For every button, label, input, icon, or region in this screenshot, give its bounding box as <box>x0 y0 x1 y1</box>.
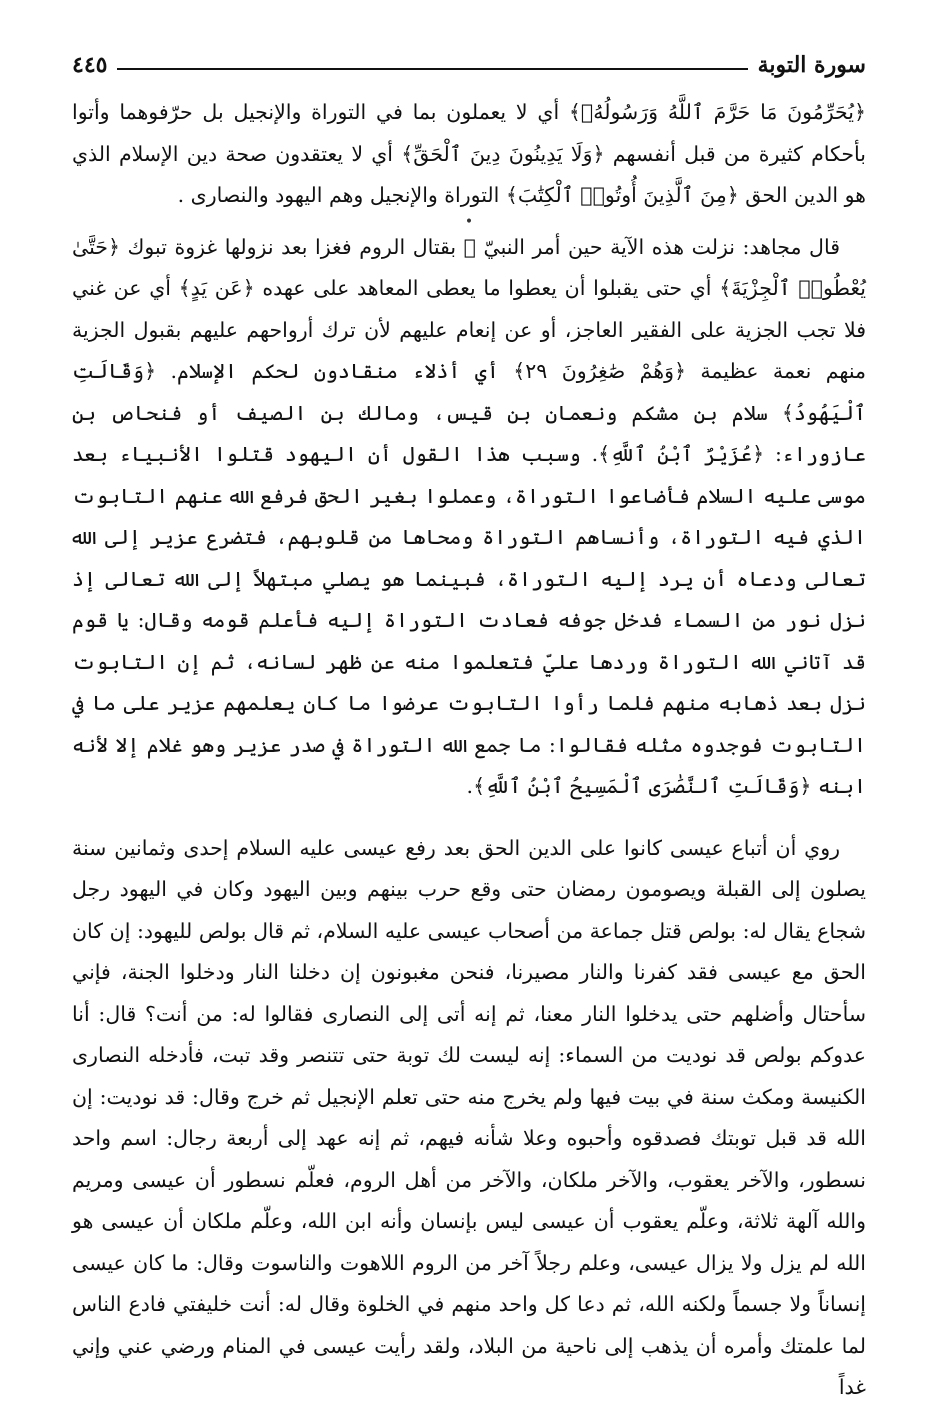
paragraph-mujahid <box>72 227 866 808</box>
paragraph-riwaya <box>72 828 866 1409</box>
paragraph-text: ﴿يُحَرِّمُونَ مَا حَرَّمَ ٱللَّهُ وَرَسُولُهُۥ﴾ أي لا يعملون بما في التوراة والإنجيل بل حرّفوهما وأتوا بأحكام كثيرة من قبل أنفسهم ﴿وَلَا يَدِينُونَ دِينَ ٱلْحَقِّ﴾ أي لا يعتقدون صحة دين الإسلام الذي هو الدين الحق ﴿مِنَ ٱلَّذِينَ أُوتُوا۟ ٱلْكِتَٰبَ﴾ التوراة والإنجيل وهم اليهود والنصارى . <box>72 100 866 207</box>
separator-dot: • <box>464 213 474 230</box>
surah-name: سورة التوبة <box>757 52 866 78</box>
header-rule <box>117 68 747 70</box>
paragraph-tafsir-intro <box>72 92 866 217</box>
paragraph-text: روي أن أتباع عيسى كانوا على الدين الحق بعد رفع عيسى عليه السلام إحدى وثمانين سنة يصلون إلى القبلة ويصومون رمضان حتى وقع حرب بينهم وبين اليهود وكان في اليهود رجل شجاع يقال له: بولص قتل جماعة من أصحاب عيسى عليه السلام، ثم قال بولص لليهود: إن كان الحق مع عيسى فقد كفرنا والنار مصيرنا، فنحن مغبونون إن دخلنا النار ودخلوا الجنة، فإني سأحتال وأضلهم حتى يدخلوا النار معنا، ثم إنه أتى إلى النصارى فقالوا له: من أنت؟ قال: أنا عدوكم بولص قد نوديت من السماء: إنه ليست لك توبة حتى تتنصر وقد تبت، فأدخله النصارى الكنيسة ومكث سنة في بيت فيها ولم يخرج منه حتى تعلم الإنجيل ثم خرج وقال: قد نوديت: إن الله قد قبل توبتك فصدقوه وأحبوه وعلا شأنه فيهم، ثم إنه عهد إلى أربعة رجال: اسم واحد نسطور، والآخر يعقوب، والآخر ملكان، والآخر من أهل الروم، فعلّم نسطور أن عيسى ومريم والله آلهة ثلاثة، وعلّم يعقوب أن عيسى ليس بإنسان وأنه ابن الله، وعلّم ملكان أن عيسى هو الله لم يزل ولا يزال عيسى، وعلم رجلاً آخر من الروم اللاهوت والناسوت وقال: ما كان عيسى إنساناً ولا جسماً ولكنه الله، ثم دعا كل واحد منهم في الخلوة وقال له: أنت خليفتي فادع الناس لما علمتك وأمره أن يذهب إلى ناحية من البلاد، ولقد رأيت عيسى في المنام ورضي عني وإني غداً <box>72 835 866 1399</box>
page-number: ٤٤٥ <box>72 52 108 78</box>
page-header <box>72 48 866 82</box>
paragraph-text: قال مجاهد: نزلت هذه الآية حين أمر النبيّ ﷺ بقتال الروم فغزا بعد نزولها غزوة تبوك ﴿حَتَّىٰ يُعْطُوا۟ ٱلْجِزْيَةَ﴾ أي حتى يقبلوا أن يعطوا ما يعطى المعاهد على عهده ﴿عَن يَدٍ﴾ أي عن غني فلا تجب الجزية على الفقير العاجز، أو عن إنعام عليهم لأن ترك أرواحهم عليهم بقبول الجزية منهم نعمة عظيمة ﴿وَهُمْ صَٰغِرُونَ ٢٩﴾ أي أذلاء منقادون لحكم الإسلام. ﴿وَقَالَتِ ٱلْيَهُودُ﴾ سلام بن مشكم ونعمان بن قيس، ومالك بن الصيف أو فنحاص بن عازوراء: ﴿عُزَيْرٌ ٱبْنُ ٱللَّهِ﴾. وسبب هذا القول أن اليهود قتلوا الأنبياء بعد موسى عليه السلام فأضاعوا التوراة، وعملوا بغير الحق فرفع الله عنهم التابوت الذي فيه التوراة، وأنساهم التوراة ومحاها من قلوبهم، فتضرع عزير إلى الله تعالى ودعاه أن يرد إليه التوراة، فبينما هو يصلي مبتهلاً إلى الله تعالى إذ نزل نور من السماء فدخل جوفه فعادت التوراة إليه فأعلم قومه وقال: يا قوم قد آتاني الله التوراة وردها عليّ فتعلموا منه عن ظهر لسانه، ثم إن التابوت نزل بعد ذهابه منهم فلما رأوا التابوت عرضوا ما كان يعلمهم عزير على ما في التابوت فوجدوه مثله فقالوا: ما جمع الله التوراة في صدر عزير وهو غلام إلا لأنه ابنه ﴿وَقَالَتِ ٱلنَّصَٰرَى ٱلْمَسِيحُ ٱبْنُ ٱللَّهِ﴾. <box>72 234 866 798</box>
